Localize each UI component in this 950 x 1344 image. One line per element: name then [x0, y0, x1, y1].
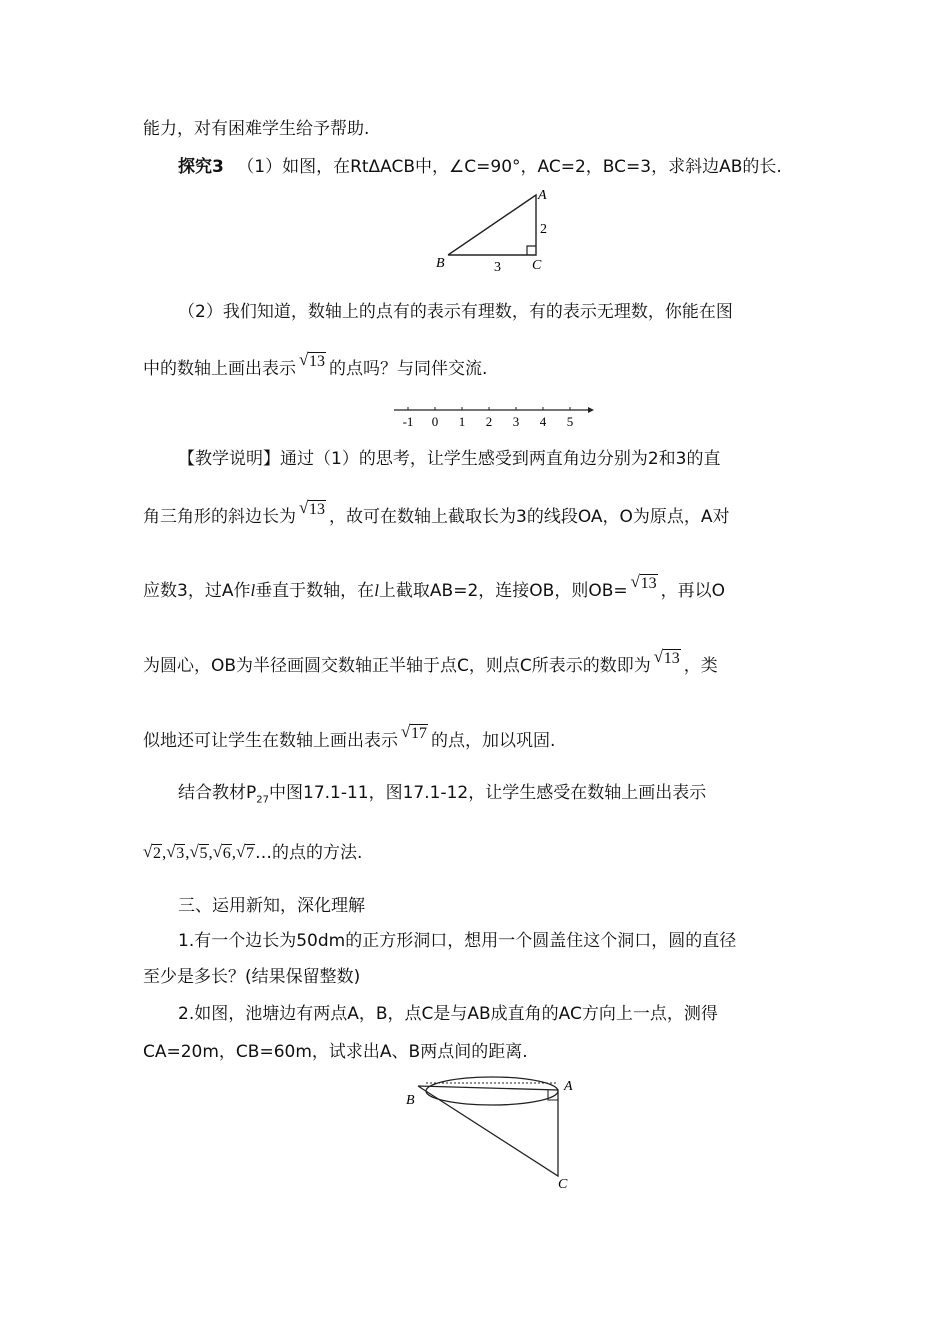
- comma: ,: [162, 843, 167, 862]
- question-1: （1）如图，在RtΔACB中，∠C=90°，AC=2，BC=3，求斜边AB的长.: [237, 157, 782, 177]
- triangle-vertex-a: A: [538, 188, 547, 203]
- triangle-vertex-b: B: [436, 256, 445, 271]
- triangle-vertex-c: C: [532, 258, 542, 273]
- pond-vertex-b: B: [406, 1093, 415, 1108]
- sqrt-item: √ 3: [166, 842, 185, 862]
- comma: ,: [185, 843, 190, 862]
- number-line-label: 5: [566, 414, 574, 429]
- text-line-7: [143, 572, 725, 604]
- tanjiu-label: 探究3: [178, 157, 224, 177]
- text-line-6: [143, 498, 730, 530]
- sqrt-list: [143, 843, 255, 863]
- triangle-side-ac: 2: [540, 222, 547, 237]
- italic-l-b: l: [374, 581, 379, 600]
- text-line-10: [178, 781, 706, 812]
- line-8-part-a: 为圆心，OB为半径画圆交数轴正半轴于点C，则点C所表示的数即为: [143, 656, 651, 676]
- text-line-9: [143, 722, 556, 754]
- sqrt-13-a: √ 13: [299, 350, 325, 370]
- sqrt-item: √ 6: [212, 842, 231, 862]
- text-line-2: [178, 155, 782, 179]
- line-7-part-b: 垂直于数轴，在: [255, 581, 375, 601]
- text-line-8: [143, 647, 718, 679]
- line-10-part-a: 结合教材P: [178, 783, 257, 803]
- section-heading: 三、运用新知，深化理解: [178, 896, 365, 916]
- sqrt-item: √ 2: [143, 842, 161, 862]
- text-line-4: [143, 350, 488, 382]
- sqrt-item: √ 7: [236, 842, 254, 862]
- sqrt-17: √ 17: [401, 722, 427, 742]
- number-line: [390, 400, 600, 434]
- line-10-part-b: 中图17.1-11，图17.1-12，让学生感受在数轴上画出表示: [269, 783, 707, 803]
- line-9-part-a: 似地还可让学生在数轴上画出表示: [143, 731, 398, 751]
- line-8-part-b: ，类: [683, 656, 718, 676]
- page-subscript: 27: [256, 794, 269, 806]
- line-7-part-a: 应数3，过A作: [143, 581, 251, 601]
- line-7-part-d: ，再以O: [660, 581, 725, 601]
- triangle-figure: [430, 185, 560, 277]
- sqrt-item: √ 5: [189, 842, 208, 862]
- exercise-2-line-2: CA=20m，CB=60m，试求出A、B两点间的距离.: [143, 1042, 528, 1062]
- italic-l-a: l: [250, 581, 256, 600]
- comma: ,: [208, 843, 213, 862]
- number-line-label: 3: [512, 414, 520, 429]
- number-line-label: -1: [402, 414, 414, 429]
- sqrt-13-b: √ 13: [299, 498, 325, 518]
- sqrt-13-c: √ 13: [630, 572, 657, 592]
- line-11-text: …的点的方法.: [255, 843, 363, 863]
- line-6-part-a: 角三角形的斜边长为: [143, 507, 296, 527]
- sqrt-13-d: √ 13: [653, 647, 680, 667]
- comma: ,: [231, 843, 236, 862]
- exercise-2-line-1: 2.如图，池塘边有两点A，B，点C是与AB成直角的AC方向上一点，测得: [178, 1004, 718, 1024]
- text-line-5: 【教学说明】通过（1）的思考，让学生感受到两直角边分别为2和3的直: [178, 449, 721, 469]
- line-4-part-a: 中的数轴上画出表示: [143, 359, 296, 379]
- line-6-part-b: ，故可在数轴上截取长为3的线段OA，O为原点，A对: [329, 507, 730, 527]
- number-line-label: 4: [539, 414, 547, 429]
- number-line-label: 0: [431, 414, 439, 429]
- pond-vertex-a: A: [564, 1079, 573, 1094]
- triangle-side-bc: 3: [494, 260, 501, 275]
- exercise-1-line-1: 1.有一个边长为50dm的正方形洞口，想用一个圆盖住这个洞口，圆的直径: [178, 931, 737, 951]
- text-line-1: 能力，对有困难学生给予帮助.: [143, 119, 370, 139]
- exercise-1-line-2: 至少是多长？(结果保留整数): [143, 967, 361, 987]
- line-4-part-b: 的点吗？与同伴交流.: [329, 359, 488, 379]
- pond-vertex-c: C: [558, 1177, 568, 1192]
- line-7-part-c: 上截取AB=2，连接OB，则OB=: [378, 581, 628, 601]
- text-line-3: （2）我们知道，数轴上的点有的表示有理数，有的表示无理数，你能在图: [178, 302, 733, 322]
- text-line-11: [143, 841, 362, 866]
- number-line-label: 2: [485, 414, 493, 429]
- pond-figure: [400, 1072, 590, 1194]
- number-line-label: 1: [458, 414, 466, 429]
- line-9-part-b: 的点，加以巩固.: [431, 731, 556, 751]
